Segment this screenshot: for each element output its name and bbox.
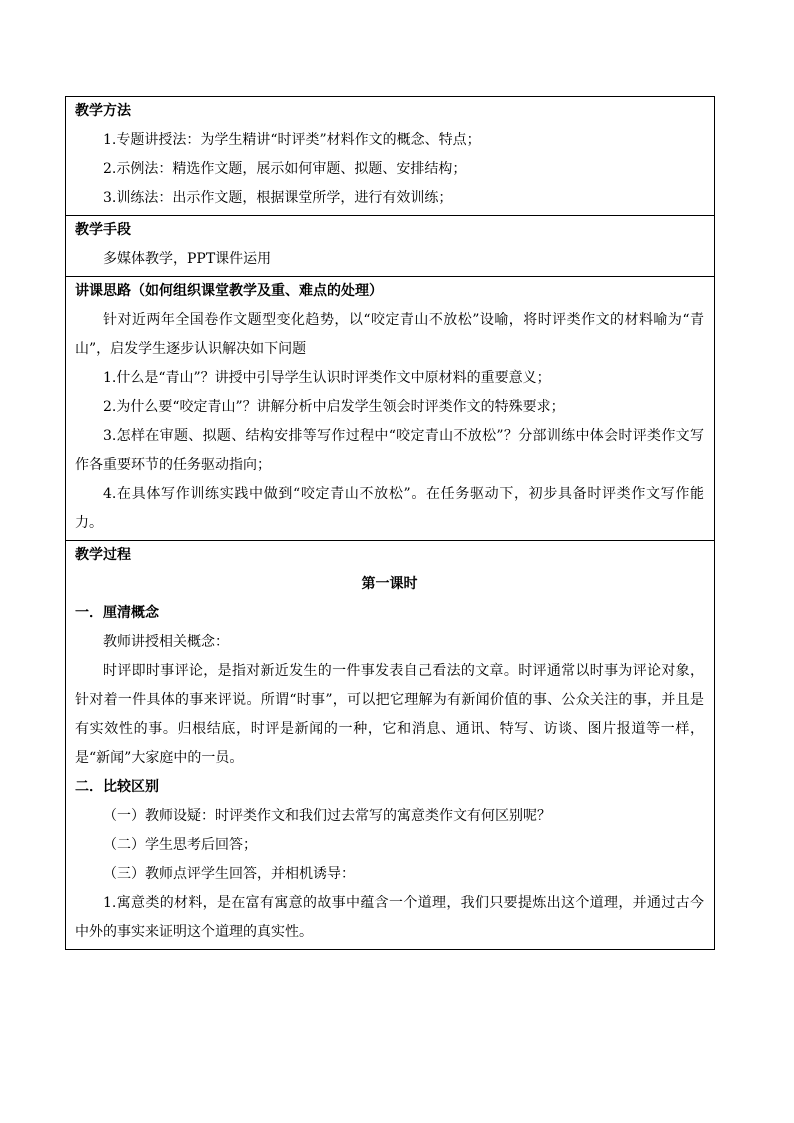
- approach-item: 2.为什么要“咬定青山”？讲解分析中启发学生领会时评类作文的特殊要求；: [103, 399, 565, 415]
- section-heading: 教学方法: [75, 103, 131, 119]
- approach-intro: 针对近两年全国卷作文题型变化趋势，以“咬定青山不放松”设喻，将时评类作文的材料喻为“青山”，启发学生逐步认识解决如下问题: [75, 312, 704, 357]
- part-step: （三）教师点评学生回答，并相机诱导：: [103, 866, 355, 882]
- section-heading: 教学过程: [75, 547, 131, 563]
- method-item: 3.训练法：出示作文题，根据课堂所学，进行有效训练；: [103, 190, 453, 206]
- method-item: 2.示例法：精选作文题，展示如何审题、拟题、安排结构；: [103, 161, 467, 177]
- lesson-title: 第一课时: [361, 576, 418, 592]
- approach-item: 1.什么是“青山”？讲授中引导学生认识时评类作文中原材料的重要意义；: [103, 370, 551, 386]
- section-teaching-process: [66, 541, 714, 949]
- part-title: 二．比较区别: [75, 779, 159, 795]
- section-lecture-approach: [66, 277, 714, 541]
- lesson-plan-table: [65, 96, 715, 950]
- approach-item: 3.怎样在审题、拟题、结构安排等写作过程中“咬定青山不放松”？分部训练中体会时评类作文写作各重要环节的任务驱动指向；: [75, 428, 704, 473]
- section-heading: 教学手段: [75, 222, 131, 238]
- part-step: （一）教师设疑：时评类作文和我们过去常写的寓意类作文有何区别呢？: [103, 808, 551, 824]
- approach-item: 4.在具体写作训练实践中做到“咬定青山不放松”。在任务驱动下，初步具备时评类作文写作能力。: [75, 486, 704, 531]
- means-text: 多媒体教学，PPT课件运用: [103, 251, 272, 267]
- section-heading: 讲课思路（如何组织课堂教学及重、难点的处理）: [75, 283, 383, 299]
- part-step: （二）学生思考后回答；: [103, 837, 257, 853]
- part-lead: 教师讲授相关概念：: [103, 634, 229, 650]
- part-body: 时评即时事评论，是指对新近发生的一件事发表自己看法的文章。时评通常以时事为评论对象，针对着一件具体的事来评说。所谓“时事”，可以把它理解为有新闻价值的事、公众关注的事，并且是有实效性的事。归根结底，时评是新闻的一种，它和消息、通讯、特写、访谈、图片报道等一样，是“新闻”大家庭中的一员。: [75, 663, 704, 766]
- part-point: 1.寓意类的材料，是在富有寓意的故事中蕴含一个道理，我们只要提炼出这个道理，并通过古今中外的事实来证明这个道理的真实性。: [75, 895, 704, 940]
- section-teaching-methods: [66, 97, 714, 216]
- part-title: 一．厘清概念: [75, 605, 159, 621]
- section-teaching-means: [66, 216, 714, 277]
- method-item: 1.专题讲授法：为学生精讲“时评类”材料作文的概念、特点；: [103, 132, 481, 148]
